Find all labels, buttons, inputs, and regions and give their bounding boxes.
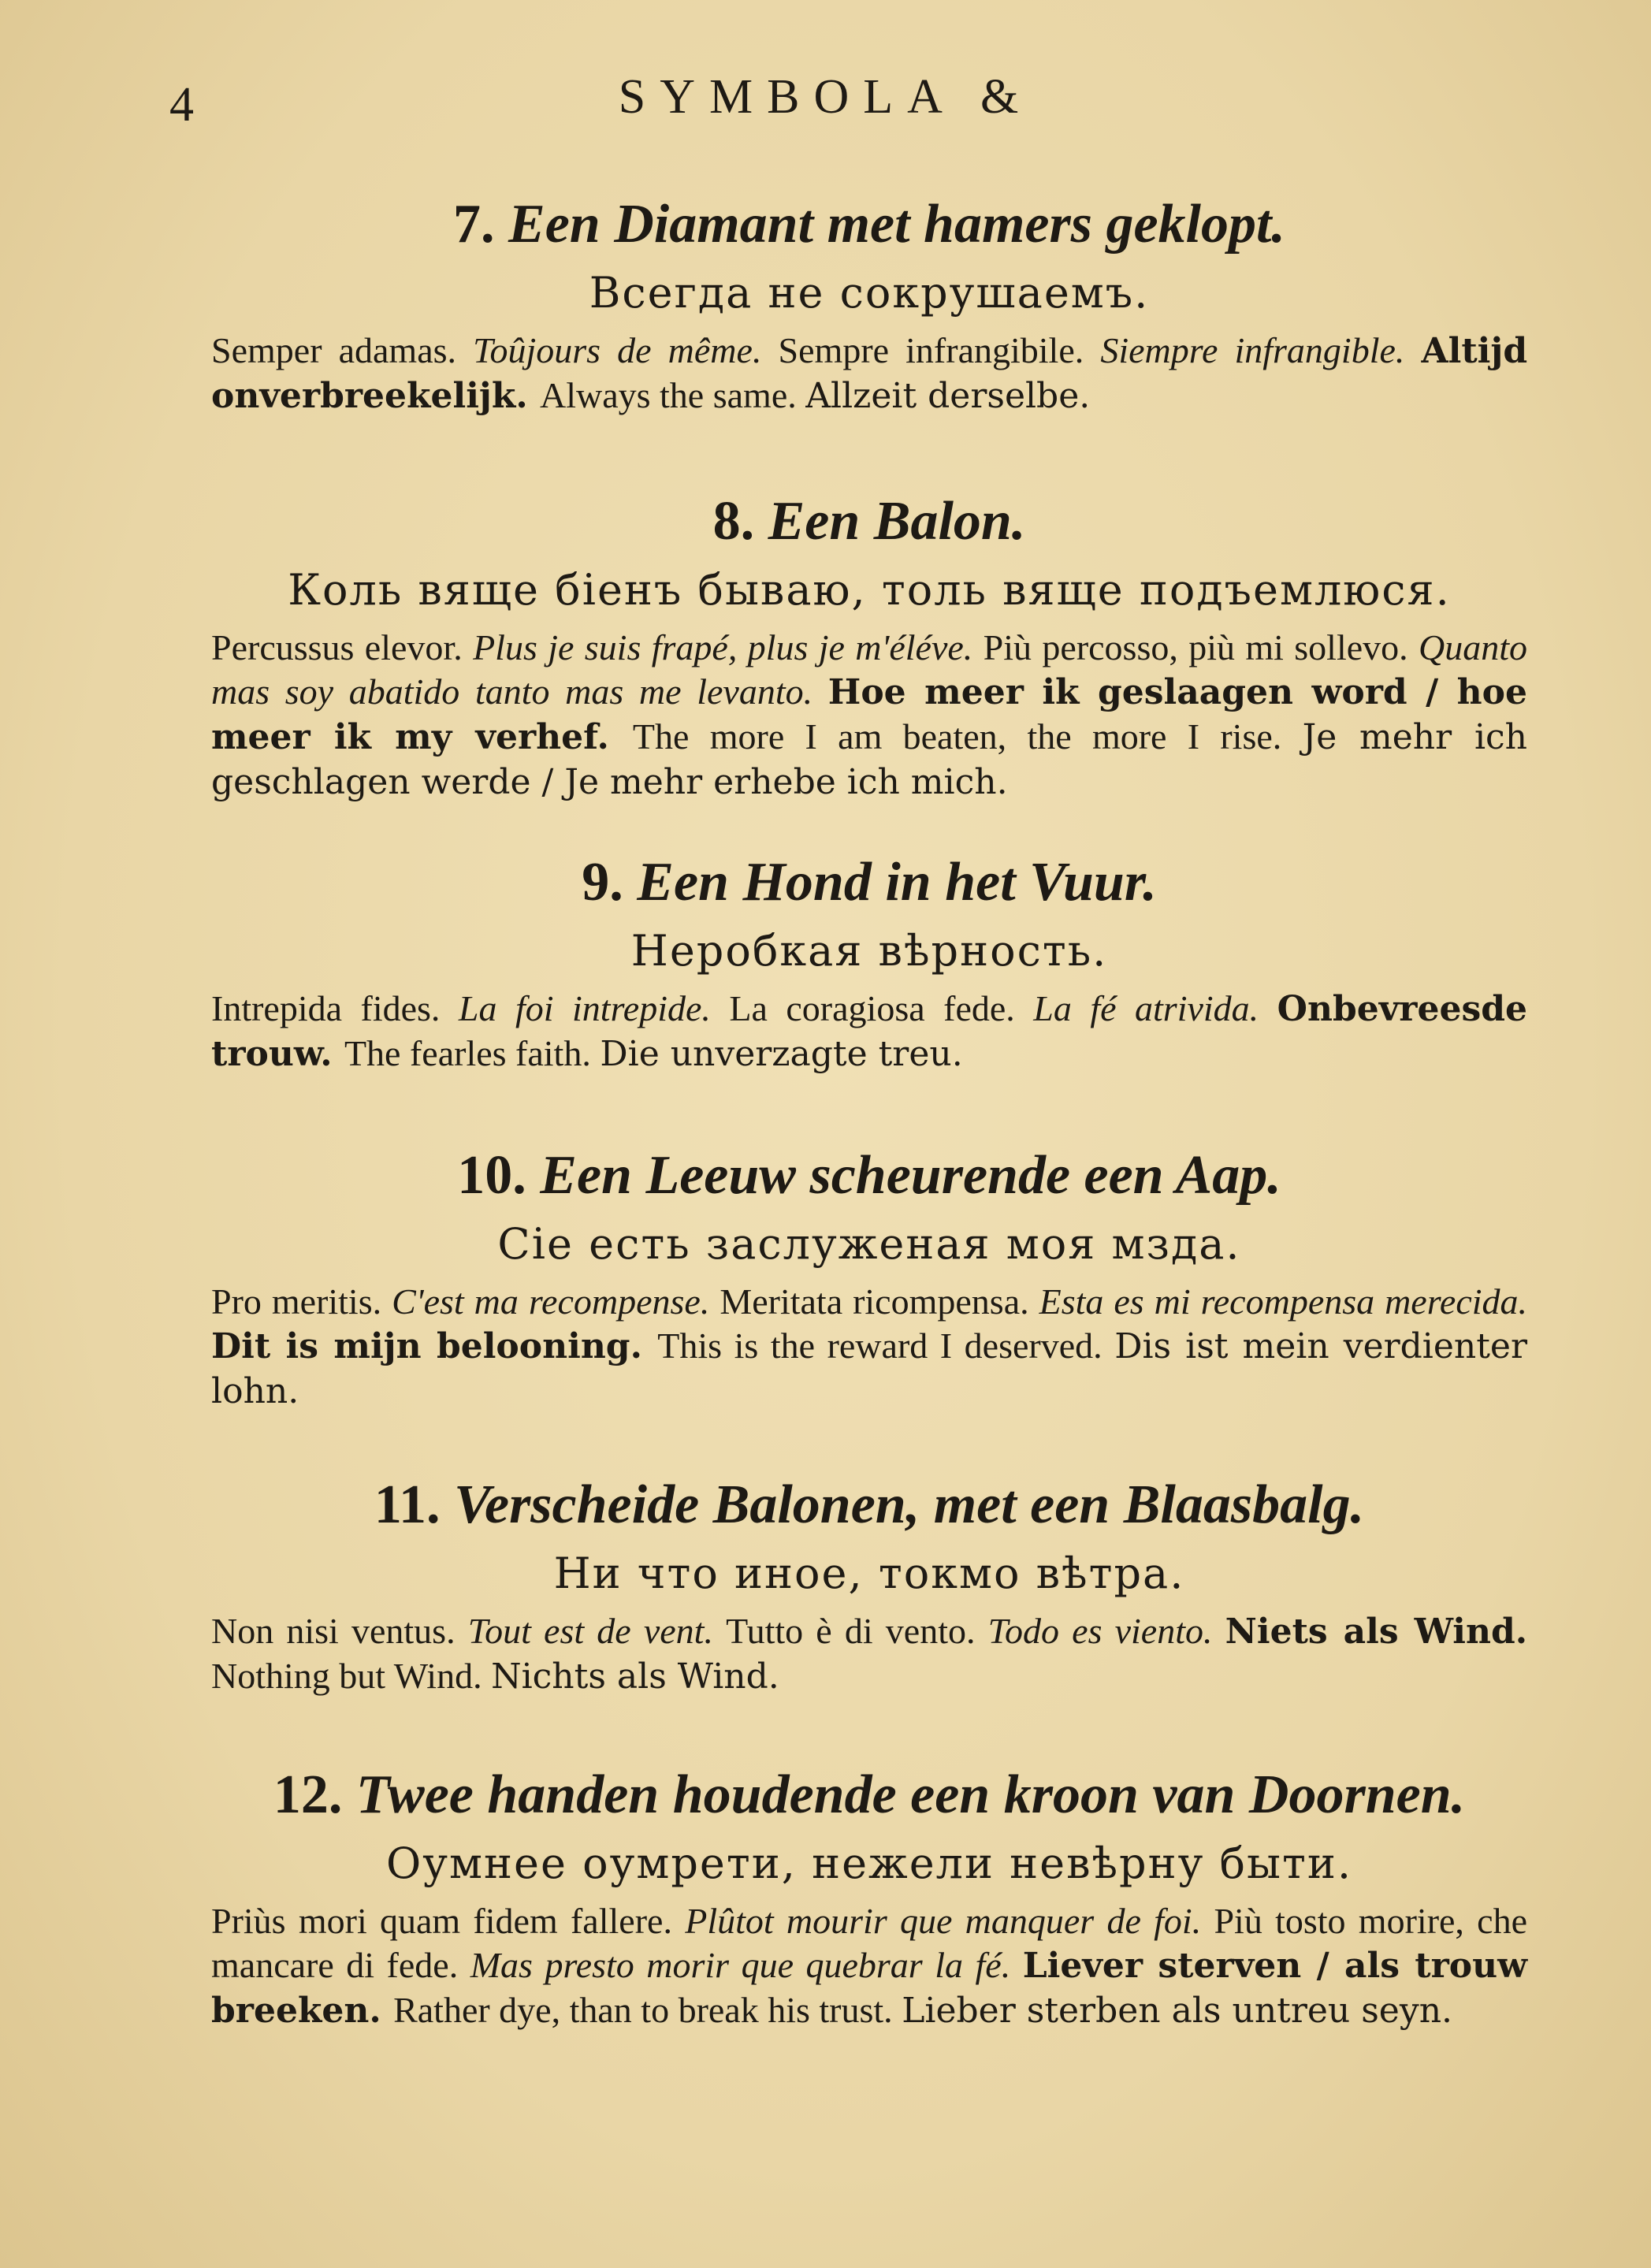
entry-7	[211, 193, 1527, 418]
translation-german: Allzeit derselbe.	[805, 376, 1091, 416]
translation-italian: Più tosto morire, che mancare di fede.	[211, 1901, 1528, 1985]
entry-number: 8.	[712, 491, 755, 552]
translation-italian: Sempre infrangibile.	[778, 330, 1084, 370]
entry-title: Twee handen houdende een kroon van Doornen.	[355, 1764, 1466, 1825]
entry-heading	[211, 1764, 1527, 1827]
entry-translations	[211, 626, 1527, 805]
entry-heading	[211, 490, 1527, 553]
entry-motto: Неробкая вѣрность.	[630, 926, 1108, 976]
translation-italian: Meritata ricompensa.	[720, 1281, 1029, 1322]
translation-dutch: Dit is mijn belooning.	[211, 1326, 642, 1366]
translation-german: Lieber sterben als untreu seyn.	[902, 1991, 1453, 2031]
translation-french: Plûtot mourir que manquer de foi.	[685, 1901, 1202, 1941]
translation-dutch: Liever sterven / als trouw breeken.	[211, 1946, 1528, 2031]
entry-heading	[211, 1474, 1527, 1537]
entry-9	[211, 851, 1527, 1076]
entry-translations	[211, 1609, 1527, 1699]
entry-heading	[211, 193, 1527, 256]
translation-french: Toûjours de même.	[473, 330, 762, 370]
entry-title: Een Balon.	[768, 491, 1026, 552]
translation-german: Je mehr ich geschlagen werde / Je mehr erhebe ich mich.	[211, 717, 1528, 802]
translation-italian: Più percosso, più mi sollevo.	[983, 627, 1408, 667]
translation-italian: Tutto è di vento.	[726, 1611, 976, 1651]
translation-latin: Intrepida fides.	[211, 988, 441, 1028]
entry-number: 12.	[273, 1764, 343, 1825]
translation-dutch: Hoe meer ik geslaagen word / hoe meer ik my verhef.	[211, 672, 1528, 757]
translation-german: Nichts als Wind.	[491, 1656, 779, 1697]
translation-dutch: Niets als Wind.	[1225, 1612, 1528, 1652]
entry-10	[211, 1144, 1527, 1414]
translation-italian: La coragiosa fede.	[729, 988, 1015, 1028]
entry-number: 10.	[457, 1145, 526, 1206]
entry-translations	[211, 987, 1527, 1076]
running-head: SYMBOLA &	[618, 70, 1033, 124]
translation-english: The fearles faith.	[344, 1033, 591, 1073]
entry-motto: Коль вяще біенъ бываю, толь вяще подъемлюся.	[288, 565, 1451, 615]
entry-translations	[211, 1899, 1527, 2033]
translation-latin: Non nisi ventus.	[211, 1611, 456, 1651]
translation-dutch: Onbevreesde trouw.	[211, 989, 1528, 1074]
page-number: 4	[169, 78, 194, 132]
translation-german: Dis ist mein verdienter lohn.	[211, 1326, 1528, 1411]
entry-motto: Оумнее оумрети, нежели невѣрну быти.	[385, 1839, 1353, 1888]
entry-heading	[211, 1144, 1527, 1207]
translation-english: Always the same.	[539, 375, 797, 415]
entry-title: Verscheide Balonen, met een Blaasbalg.	[454, 1474, 1365, 1535]
entry-11	[211, 1474, 1527, 1699]
entry-number: 7.	[453, 194, 495, 255]
translation-german: Die unverzagte treu.	[600, 1034, 963, 1074]
entry-motto: Ни что иное, токмо вѣтра.	[553, 1549, 1185, 1598]
entry-title: Een Diamant met hamers geklopt.	[508, 194, 1285, 255]
translation-dutch: Altijd onverbreekelijk.	[211, 331, 1528, 416]
translation-french: Plus je suis frapé, plus je m'éléve.	[473, 627, 973, 667]
translation-french: C'est ma recompense.	[392, 1281, 710, 1322]
translation-english: Rather dye, than to break his trust.	[393, 1990, 893, 2030]
entry-motto: Всегда не сокрушаемъ.	[589, 268, 1150, 318]
translation-french: La foi intrepide.	[458, 988, 711, 1028]
translation-spanish: Quanto mas soy abatido tanto mas me levanto.	[211, 627, 1528, 712]
translation-latin: Percussus elevor.	[211, 627, 463, 667]
translation-english: Nothing but Wind.	[211, 1656, 482, 1696]
entry-number: 9.	[582, 852, 623, 913]
translation-spanish: Todo es viento.	[987, 1611, 1213, 1651]
entry-number: 11.	[374, 1474, 441, 1535]
translation-spanish: Esta es mi recompensa merecida.	[1039, 1281, 1528, 1322]
entry-title: Een Leeuw scheurende een Aap.	[540, 1145, 1281, 1206]
entry-8	[211, 490, 1527, 805]
entry-translations	[211, 1280, 1527, 1414]
translation-spanish: La fé atrivida.	[1033, 988, 1259, 1028]
translation-english: The more I am beaten, the more I rise.	[632, 716, 1282, 757]
entry-title: Een Hond in het Vuur.	[637, 852, 1157, 913]
translation-spanish: Mas presto morir que quebrar la fé.	[470, 1945, 1011, 1985]
entry-translations	[211, 329, 1527, 418]
translation-french: Tout est de vent.	[467, 1611, 713, 1651]
entry-heading	[211, 851, 1527, 914]
translation-latin: Semper adamas.	[211, 330, 457, 370]
entry-motto: Сіе есть заслуженая моя мзда.	[497, 1219, 1241, 1269]
translation-english: This is the reward I deserved.	[657, 1325, 1103, 1366]
translation-spanish: Siempre infrangible.	[1100, 330, 1405, 370]
translation-latin: Pro meritis.	[211, 1281, 382, 1322]
entry-12	[211, 1764, 1527, 2033]
translation-latin: Priùs mori quam fidem fallere.	[211, 1901, 672, 1941]
